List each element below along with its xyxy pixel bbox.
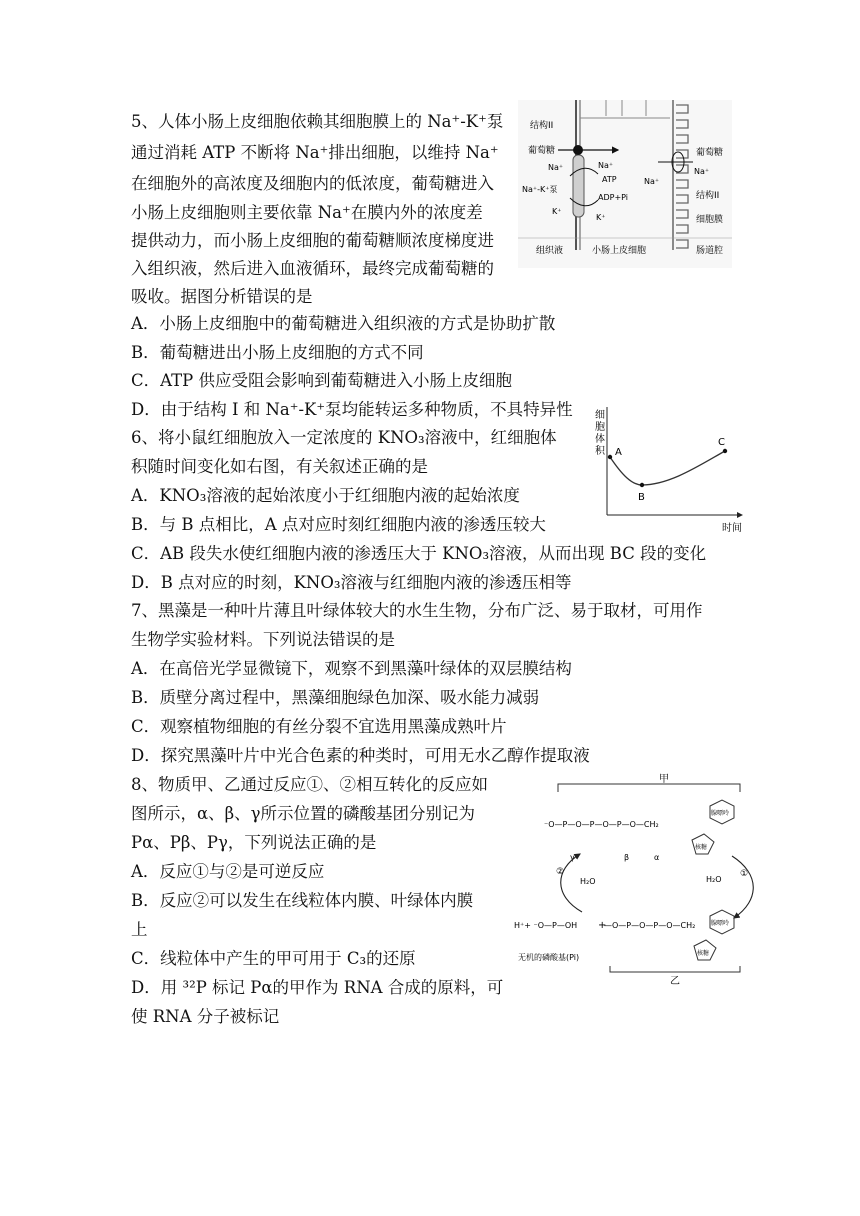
- na-label-1: Na⁺: [548, 163, 564, 172]
- q5-option-b: B．葡萄糖进出小肠上皮细胞的方式不同: [131, 343, 424, 362]
- plus-sign: +: [598, 920, 607, 931]
- reaction-2-label: ②: [556, 867, 565, 877]
- q5-stem-line-2: 通过消耗 ATP 不断将 Na⁺排出细胞，以维持 Na⁺: [131, 143, 499, 162]
- q8-option-c: C．线粒体中产生的甲可用于 C₃的还原: [131, 949, 416, 968]
- q5-option-a: A．小肠上皮细胞中的葡萄糖进入组织液的方式是协助扩散: [131, 314, 556, 333]
- reaction-2-arrow: [561, 854, 582, 912]
- q7-option-d: D．探究黑藻叶片中光合色素的种类时，可用无水乙醇作提取液: [131, 746, 590, 765]
- xlabel: 时间: [722, 523, 742, 534]
- k-label-2: K⁺: [596, 213, 606, 222]
- ylabel-char-2: 胞: [595, 422, 605, 433]
- q6-stem-line-1: 6、将小鼠红细胞放入一定浓度的 KNO₃溶液中，红细胞体: [131, 428, 557, 447]
- q8-stem-line-1: 8、物质甲、乙通过反应①、②相互转化的反应如: [131, 775, 488, 794]
- q5-stem-line-6: 入组织液，然后进入血液循环，最终完成葡萄糖的: [131, 259, 494, 278]
- q6-volume-chart: [590, 405, 750, 535]
- q5-stem-line-5: 提供动力，而小肠上皮细胞的葡萄糖顺浓度梯度进: [131, 231, 494, 250]
- adp-chain: —O—P—O—P—O—CH₂: [604, 921, 696, 930]
- struct2-left-label: 结构II: [530, 121, 554, 131]
- glucose-right-label: 葡萄糖: [696, 148, 724, 158]
- q6-option-a: A．KNO₃溶液的起始浓度小于红细胞内液的起始浓度: [131, 486, 520, 505]
- membrane-label: 细胞膜: [696, 215, 724, 225]
- q5-stem-line-1: 5、人体小肠上皮细胞依赖其细胞膜上的 Na⁺-K⁺泵: [131, 112, 504, 131]
- q5-option-d: D．由于结构 I 和 Na⁺-K⁺泵均能转运多种物质，不具特异性: [131, 400, 573, 419]
- q7-option-b: B．质壁分离过程中，黑藻细胞绿色加深、吸水能力减弱: [131, 688, 540, 707]
- q8-stem-line-2: 图所示，α、β、γ所示位置的磷酸基团分别记为: [131, 804, 476, 823]
- beta-label: β: [624, 853, 630, 862]
- reaction-1-label: ①: [740, 869, 749, 879]
- q7-option-a: A．在高倍光学显微镜下，观察不到黑藻叶绿体的双层膜结构: [131, 659, 572, 678]
- water-right: H₂O: [706, 875, 722, 884]
- lumen-label: 肠道腔: [696, 246, 724, 256]
- na-right-label-2: Na⁺: [694, 167, 710, 176]
- point-a: [608, 455, 612, 459]
- q6-option-d: D．B 点对应的时刻，KNO₃溶液与红细胞内液的渗透压相等: [131, 573, 572, 592]
- q8-option-d-line-2: 使 RNA 分子被标记: [131, 1007, 280, 1026]
- yi-label: 乙: [670, 976, 680, 986]
- q6-stem-line-2: 积随时间变化如右图，有关叙述正确的是: [131, 457, 428, 476]
- alpha-label: α: [654, 853, 660, 862]
- atp-label: ATP: [602, 175, 617, 184]
- epithelial-label: 小肠上皮细胞: [592, 246, 647, 256]
- adp-label: ADP+Pi: [598, 193, 629, 202]
- q8-option-b-line-1: B．反应②可以发生在线粒体内膜、叶绿体内膜: [131, 891, 474, 910]
- q7-option-c: C．观察植物细胞的有丝分裂不宜选用黑藻成熟叶片: [131, 717, 507, 736]
- water-left: H₂O: [580, 877, 596, 886]
- point-a-label: A: [615, 447, 622, 458]
- glucose-left-label: 葡萄糖: [528, 146, 556, 156]
- ylabel-char-3: 体: [595, 434, 605, 445]
- na-right-label-1: Na⁺: [644, 177, 660, 186]
- q5-stem-line-7: 吸收。据图分析错误的是: [131, 287, 313, 306]
- na-label-2: Na⁺: [598, 161, 614, 170]
- point-b-label: B: [638, 492, 645, 503]
- q6-option-b: B．与 B 点相比，A 点对应时刻红细胞内液的渗透压较大: [131, 515, 546, 534]
- q5-stem-line-3: 在细胞外的高浓度及细胞内的低浓度，葡萄糖进入: [131, 174, 494, 193]
- q7-stem-line-1: 7、黑藻是一种叶片薄且叶绿体较大的水生生物，分布广泛、易于取材，可用作: [131, 601, 703, 620]
- reaction-1-arrow: [732, 856, 753, 918]
- volume-curve: [610, 451, 725, 485]
- adenine-bottom-label: 腺嘌呤: [711, 920, 730, 927]
- pi-formula: H⁺+ ⁻O—P—OH: [514, 921, 578, 930]
- q7-stem-line-2: 生物学实验材料。下列说法错误的是: [131, 630, 395, 649]
- ylabel-char-4: 积: [595, 446, 605, 457]
- ylabel-char-1: 细: [595, 410, 605, 421]
- atp-chain: ⁻O—P—O—P—O—P—O—CH₂: [544, 820, 659, 829]
- q8-atp-figure: [510, 770, 770, 986]
- q5-transport-figure: [518, 100, 732, 268]
- adenine-top-label: 腺嘌呤: [711, 810, 730, 817]
- point-c-label: C: [718, 437, 725, 448]
- q5-option-c: C．ATP 供应受阻会影响到葡萄糖进入小肠上皮细胞: [131, 371, 512, 390]
- q6-option-c: C．AB 段失水使红细胞内液的渗透压大于 KNO₃溶液，从而出现 BC 段的变化: [131, 544, 707, 563]
- q8-option-b-line-2: 上: [131, 920, 148, 939]
- tissue-fluid-label: 组织液: [536, 246, 564, 256]
- struct2-right-label: 结构II: [696, 191, 720, 201]
- k-label-1: K⁺: [552, 207, 562, 216]
- gamma-label: γ: [570, 853, 575, 862]
- jia-label: 甲: [659, 774, 669, 785]
- point-c: [723, 449, 727, 453]
- ribose-bottom-label: 核糖: [697, 950, 710, 957]
- q8-option-a: A．反应①与②是可逆反应: [131, 862, 325, 881]
- q8-option-d-line-1: D．用 ³²P 标记 Pα的甲作为 RNA 合成的原料，可: [131, 978, 504, 997]
- pump-label: Na⁺-K⁺泵: [522, 185, 558, 194]
- pi-label: 无机的磷酸基(Pi): [518, 953, 580, 962]
- q8-stem-line-3: Pα、Pβ、Pγ，下列说法正确的是: [131, 833, 377, 852]
- q5-stem-line-4: 小肠上皮细胞则主要依靠 Na⁺在膜内外的浓度差: [131, 203, 483, 222]
- point-b: [640, 483, 644, 487]
- ribose-top-label: 核糖: [695, 844, 708, 851]
